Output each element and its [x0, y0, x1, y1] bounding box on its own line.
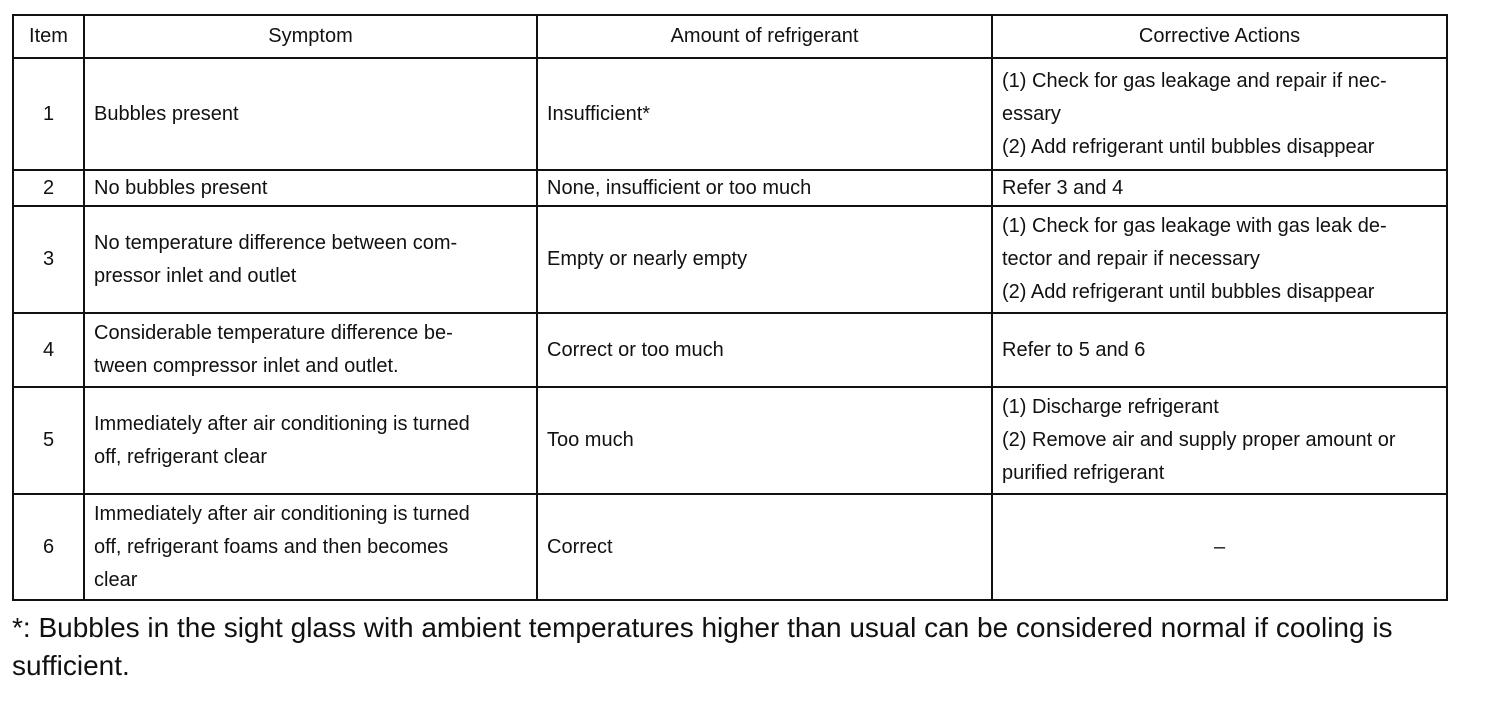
action-text: Refer 3 and 4: [1002, 176, 1124, 199]
action-text: purified refrigerant: [1002, 462, 1165, 484]
actions-cell: [992, 494, 1447, 600]
action-text: (1) Discharge refrigerant: [1002, 396, 1219, 418]
item-number: 5: [13, 387, 84, 494]
amount-cell: Insufficient*: [537, 58, 992, 170]
table-row: [13, 494, 1447, 600]
symptom-text: tween compressor inlet and outlet.: [94, 355, 399, 377]
symptom-text: Considerable temperature difference be-: [94, 322, 453, 344]
footnote: *: Bubbles in the sight glass with ambient temperatures higher than usual can be considered normal if cooling is sufficient.: [12, 612, 1393, 681]
table-row: [13, 313, 1447, 387]
item-number: 4: [13, 313, 84, 387]
symptom-text: No temperature difference between com-: [94, 231, 458, 254]
symptom-text: off, refrigerant clear: [94, 445, 268, 468]
symptom-text: off, refrigerant foams and then becomes: [94, 535, 449, 558]
action-text: (1) Check for gas leakage and repair if nec-: [1002, 69, 1387, 92]
item-number: 1: [13, 58, 84, 170]
actions-cell: [992, 170, 1447, 206]
actions-cell: [992, 206, 1447, 313]
symptom-cell: [84, 313, 537, 387]
symptom-text: clear: [94, 568, 138, 591]
table-row: [13, 206, 1447, 313]
symptom-cell: [84, 170, 537, 206]
actions-cell: [992, 387, 1447, 494]
actions-cell: [992, 58, 1447, 170]
header-item: Item: [13, 15, 84, 58]
header-amount-of-refrigerant: Amount of refrigerant: [537, 15, 992, 58]
item-number: 6: [13, 494, 84, 600]
amount-cell: Too much: [537, 387, 992, 494]
document: [12, 14, 1448, 685]
symptom-text: pressor inlet and outlet: [94, 264, 297, 287]
action-text: essary: [1002, 102, 1061, 125]
table-row: [13, 170, 1447, 206]
amount-cell: None, insufficient or too much: [537, 170, 992, 206]
amount-cell: Correct: [537, 494, 992, 600]
action-text: tector and repair if necessary: [1002, 248, 1260, 270]
refrigerant-diagnosis-table: [12, 14, 1448, 601]
symptom-cell: [84, 494, 537, 600]
action-text: (2) Add refrigerant until bubbles disappear: [1002, 135, 1375, 158]
table-header-row: [13, 15, 1447, 58]
symptom-text: Immediately after air conditioning is turned: [94, 412, 470, 435]
amount-cell: Empty or nearly empty: [537, 206, 992, 313]
action-text: Refer to 5 and 6: [1002, 338, 1146, 361]
symptom-cell: [84, 206, 537, 313]
item-number: 3: [13, 206, 84, 313]
header-corrective-actions: Corrective Actions: [992, 15, 1447, 58]
actions-cell: [992, 313, 1447, 387]
action-text: (1) Check for gas leakage with gas leak de-: [1002, 215, 1387, 237]
symptom-cell: [84, 58, 537, 170]
action-text: (2) Remove air and supply proper amount or: [1002, 429, 1396, 451]
action-text: –: [1213, 535, 1226, 558]
header-symptom: Symptom: [84, 15, 537, 58]
amount-cell: Correct or too much: [537, 313, 992, 387]
table-row: [13, 387, 1447, 494]
symptom-cell: [84, 387, 537, 494]
item-number: 2: [13, 170, 84, 206]
action-text: (2) Add refrigerant until bubbles disappear: [1002, 281, 1375, 303]
symptom-text: No bubbles present: [94, 176, 268, 199]
symptom-text: Bubbles present: [94, 102, 239, 125]
symptom-text: Immediately after air conditioning is turned: [94, 502, 470, 525]
table-row: [13, 58, 1447, 170]
